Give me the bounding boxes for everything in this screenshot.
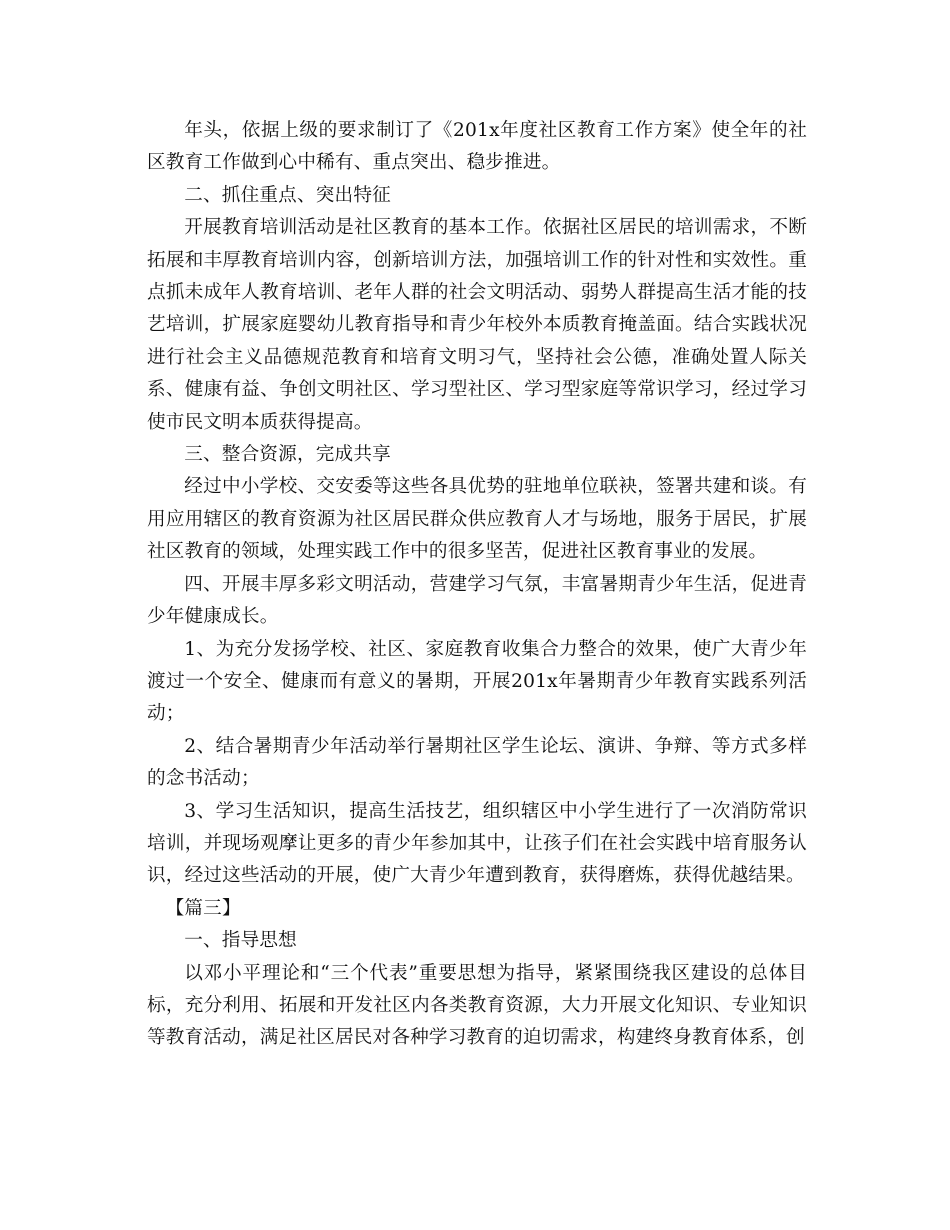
heading-guiding-ideology: 一、指导思想	[184, 930, 297, 952]
paragraph-section-three: 经过中小学校、交安委等这些各具优势的驻地单位联袂，签署共建和谈。有用应用辖区的教育资源为社区居民群众供应教育人才与场地，服务于居民，扩展社区教育的领域，处理实践工作中的很多坚苦，促进社区教育事业的发展。	[147, 476, 807, 563]
part-three-marker: 【篇三】	[165, 897, 241, 919]
document-body	[147, 115, 807, 1055]
list-item-3: 3、学习生活知识，提高生活技艺，组织辖区中小学生进行了一次消防常识培训，并现场观摩让更多的青少年参加其中，让孩子们在社会实践中培育服务认识，经过这些活动的开展，使广大青少年遭到教育，获得磨炼，获得优越结果。	[147, 800, 807, 887]
heading-section-four: 四、开展丰厚多彩文明活动，营建学习气氛，丰富暑期青少年生活，促进青少年健康成长。	[147, 573, 807, 628]
paragraph-intro-continuation: 年头，依据上级的要求制订了《201x年度社区教育工作方案》使全年的社区教育工作做到心中稀有、重点突出、稳步推进。	[147, 120, 807, 174]
paragraph-section-two: 开展教育培训活动是社区教育的基本工作。依据社区居民的培训需求，不断拓展和丰厚教育培训内容，创新培训方法，加强培训工作的针对性和实效性。重点抓未成年人教育培训、老年人群的社会文明活动、弱势人群提高生活才能的技艺培训，扩展家庭婴幼儿教育指导和青少年校外本质教育掩盖面。结合实践状况进行社会主义品德规范教育和培育文明习气，坚持社会公德，准确处置人际关系、健康有益、争创文明社区、学习型社区、学习型家庭等常识学习，经过学习使市民文明本质获得提高。	[147, 217, 807, 433]
list-item-2: 2、结合暑期青少年活动举行暑期社区学生论坛、演讲、争辩、等方式多样的念书活动；	[147, 735, 807, 790]
heading-section-three: 三、整合资源，完成共享	[184, 444, 391, 466]
list-item-1: 1、为充分发扬学校、社区、家庭教育收集合力整合的效果，使广大青少年渡过一个安全、健康而有意义的暑期，开展201x年暑期青少年教育实践系列活动；	[147, 638, 807, 725]
paragraph-guiding-ideology: 以邓小平理论和“三个代表”重要思想为指导，紧紧围绕我区建设的总体目标，充分利用、拓展和开发社区内各类教育资源，大力开展文化知识、专业知识等教育活动，满足社区居民对各种学习教育的迫切需求，构建终身教育体系，创	[147, 962, 807, 1049]
heading-section-two: 二、抓住重点、突出特征	[184, 184, 391, 206]
